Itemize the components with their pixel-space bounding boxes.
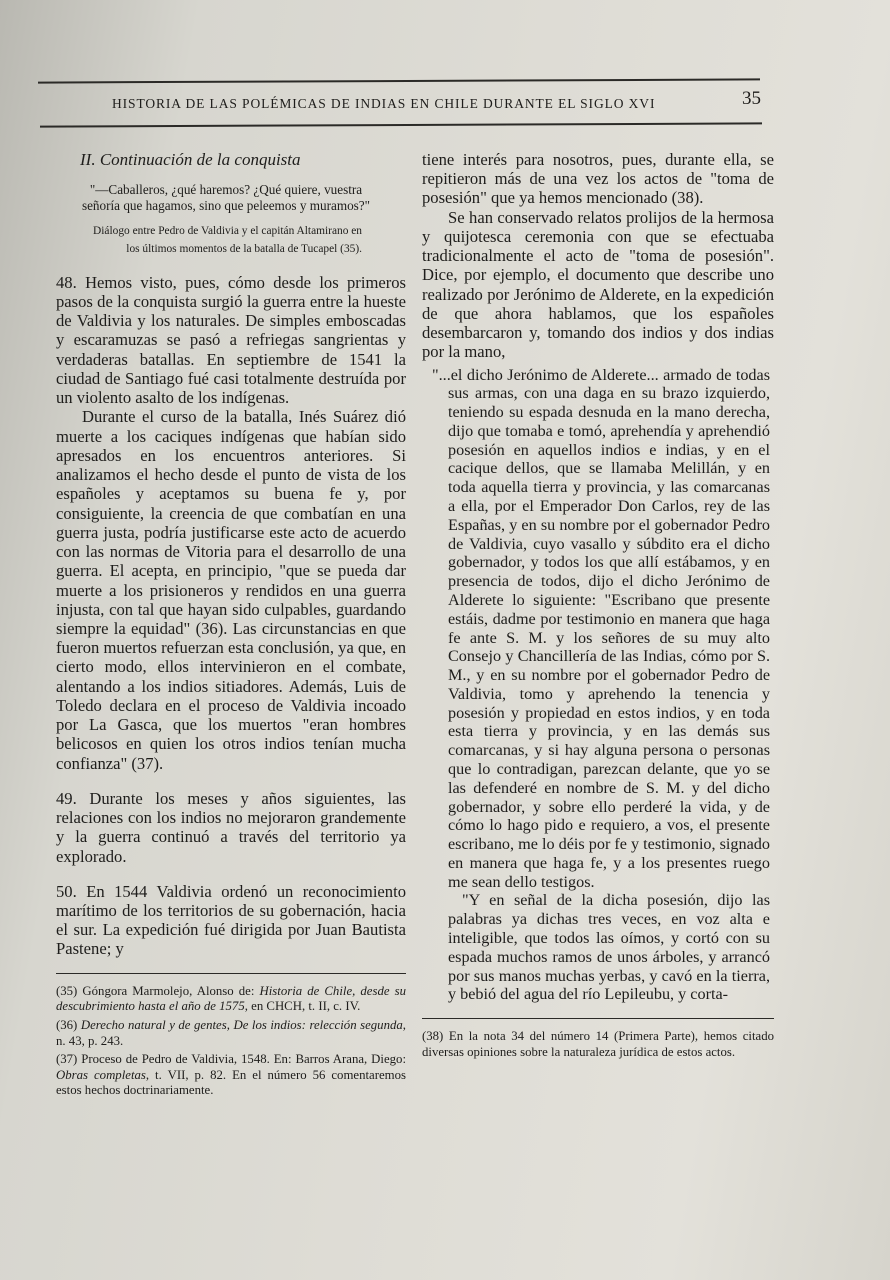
epigraph-quote: "—Caballeros, ¿qué haremos? ¿Qué quiere, vuestra señoría que hagamos, sino que peleemos y muramos?" xyxy=(81,181,371,213)
header-rule-bottom xyxy=(40,122,762,127)
paragraph-toma-posesion: Se han conservado relatos prolijos de la hermosa y quijotesca ceremonia con que se efectuaba tradicionalmente el acto de "toma de posesión". Dice, por ejemplo, el documento que describe uno realizado por Jerónimo de Alderete, en la expedición de que ahora hablamos, que los españoles desembarcaron y, tomando dos indios y dos indias por la mano, xyxy=(422,207,774,362)
page-number: 35 xyxy=(742,88,761,109)
running-title: HISTORIA DE LAS POLÉMICAS DE INDIAS EN CHILE DURANTE EL SIGLO XVI xyxy=(112,96,656,111)
paragraph-50: 50. En 1544 Valdivia ordenó un reconocimiento marítimo de los territorios de su gobernación, hacia el sur. La expedición fué dirigida por Juan Bautista Pastene; y xyxy=(56,881,406,959)
epigraph-attribution: Diálogo entre Pedro de Valdivia y el capitán Altamirano en los últimos momentos de la batalla de Tucapel (35). xyxy=(93,225,362,256)
paragraph-continuation: tiene interés para nosotros, pues, durante ella, se repitieron más de una vez los actos de "toma de posesión" que ya hemos mencionado (38). xyxy=(422,150,774,208)
footnote-38: (38) En la nota 34 del número 14 (Primera Parte), hemos citado diversas opiniones sobre la naturaleza jurídica de estos actos. xyxy=(422,1029,774,1059)
paragraph-49: 49. Durante los meses y años siguientes, las relaciones con los indios no mejoraron grandemente y la guerra continuó a través del territorio ya explorado. xyxy=(56,788,406,866)
block-quote-senal: "Y en señal de la dicha posesión, dijo las palabras ya dichas tres veces, en voz alta e inteligible, que todos las oímos, y cortó con su espada muchos ramos de unos árboles, y arrancó por sus manos muchas yerbas, y cavó en la tierra, y bebió del agua del río Lepileubu, y corta- xyxy=(448,891,770,1004)
footnote-rule xyxy=(56,973,406,974)
section-title: II. Continuación de la conquista xyxy=(80,150,301,169)
left-column xyxy=(56,150,406,1102)
paragraph-48-continued: Durante el curso de la batalla, Inés Suárez dió muerte a los caciques indígenas que habían sido apresados en los encuentros anteriores. Si analizamos el hecho desde el punto de vista de los españoles y aceptamos su buena fe y, por consiguiente, la creencia de que combatían en una guerra justa, podría justificarse este acto de acuerdo con las normas de Vitoria para el desarrollo de una guerra. El acepta, en principio, "que se pueda dar muerte a los prisioneros y rendidos en una guerra injusta, con tal que hayan sido culpables, guardando siempre la equidad" (36). Las circunstancias en que fueron muertos refuerzan esta conclusión, ya que, en cierto modo, ellos intervinieron en el combate, alentando a los indios sitiadores. Además, Luis de Toledo declara en el proceso de Valdivia incoado por La Gasca, que los muertos "eran hombres belicosos en quien los otros indios tenían mucha confianza" (37). xyxy=(56,407,406,773)
paragraph-48: 48. Hemos visto, pues, cómo desde los primeros pasos de la conquista surgió la guerra entre la hueste de Valdivia y los naturales. De simples emboscadas y escaramuzas se pasó a refriegas sangrientas y verdaderas batallas. En septiembre de 1541 la ciudad de Santiago fué casi totalmente destruída por un violento asalto de los indígenas. xyxy=(56,272,406,408)
header-rule-top xyxy=(38,78,760,83)
footnote-rule-right xyxy=(422,1018,774,1019)
footnote-35: (35) Góngora Marmolejo, Alonso de: Historia de Chile, desde su descubrimiento hasta el año de 1575, en CHCH, t. II, c. IV. xyxy=(56,983,406,1014)
footnote-36: (36) Derecho natural y de gentes, De los indios: relección segunda, n. 43, p. 243. xyxy=(56,1017,406,1048)
footnote-37: (37) Proceso de Pedro de Valdivia, 1548. En: Barros Arana, Diego: Obras completas, t. VII, p. 82. En el número 56 comentaremos estos hechos doctrinariamente. xyxy=(56,1052,406,1098)
right-column xyxy=(422,150,774,1060)
block-quote-alderete: "...el dicho Jerónimo de Alderete... armado de todas sus armas, con una daga en su brazo izquierdo, teniendo su espada desnuda en la mano derecha, dijo que tomaba e tomó, aprehendía y aprehendió posesión en aquellos indios e indias, y en el cacique dellos, que se llamaba Melillán, y en toda aquella tierra y provincia, y las comarcanas a ella, por el Emperador Don Carlos, rey de las Españas, y en su nombre por el gobernador Pedro de Valdivia, cuyo vasallo y súbdito era el dicho gobernador, y todos los que allí estábamos, y en presencia de todos, dijo el dicho Jerónimo de Alderete lo siguiente: "Escribano que presente estáis, dadme por testimonio en manera que haga fe ante S. M. y los señores de su muy alto Consejo y Chancillería de las Indias, cómo por S. M., y en su nombre por el gobernador Pedro de Valdivia, tomo y aprehendo la tenencia y posesión y propiedad en estos indios, y en toda esta tierra y provincia, y en las demás sus comarcanas, y si hay alguna persona o personas que lo contradigan, parezcan delante, que yo se las defenderé en nombre de S. M. y del dicho gobernador, y sobre ello perderé la vida, y de cómo lo hago pido e requiero, a vos, el presente escribano, me lo déis por fe y testimonio, signado en manera que haga fe, y a los presentes ruego me sean dello testigos. xyxy=(432,365,770,891)
